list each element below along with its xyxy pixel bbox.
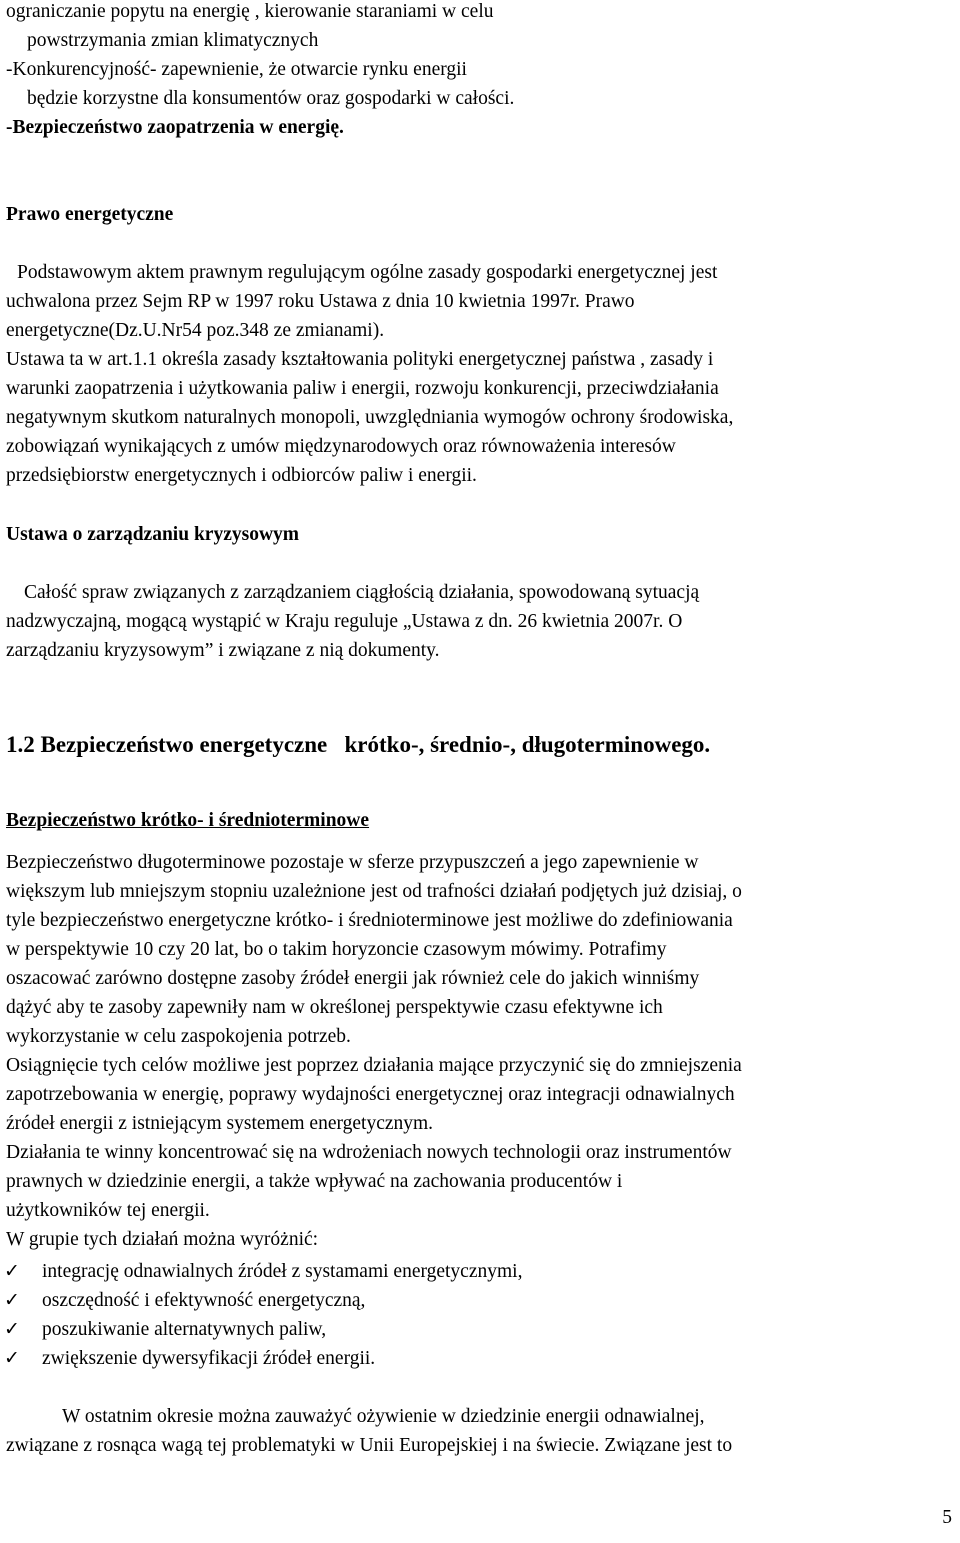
prawo-line: negatywnym skutkom naturalnych monopoli, uwzględniania wymogów ochrony środowiska, (6, 407, 734, 428)
prawo-line: warunki zaopatrzenia i użytkowania paliw i energii, rozwoju konkurencji, przeciwdziałania (6, 378, 719, 399)
krotko-line: użytkowników tej energii. (6, 1200, 210, 1221)
section-title-a: Bezpieczeństwo energetyczne (40, 732, 328, 757)
intro-line: -Bezpieczeństwo zaopatrzenia w energię. (6, 117, 344, 138)
krotko-line: W grupie tych działań można wyróżnić: (6, 1229, 319, 1250)
kryzys-line: nadzwyczajną, mogącą wystąpić w Kraju reguluje „Ustawa z dn. 26 kwietnia 2007r. O (6, 611, 683, 632)
kryzys-heading: Ustawa o zarządzaniu kryzysowym (6, 524, 300, 545)
bullet-item: integrację odnawialnych źródeł z systamami energetycznymi, (42, 1261, 523, 1282)
closing-line: związane z rosnąca wagą tej problematyki w Unii Europejskiej i na świecie. Związane jest to (6, 1435, 733, 1456)
krotko-line: źródeł energii z istniejącym systemem energetycznym. (6, 1113, 434, 1134)
closing-line: W ostatnim okresie można zauważyć ożywienie w dziedzinie energii odnawialnej, (62, 1406, 705, 1427)
prawo-line: energetyczne(Dz.U.Nr54 poz.348 ze zmianami). (6, 320, 385, 341)
section-number: 1.2 (6, 732, 35, 757)
kryzys-line: Całość spraw związanych z zarządzaniem ciągłością działania, spowodowaną sytuacją (24, 582, 700, 603)
krotko-line: prawnych w dziedzinie energii, a także wpływać na zachowania producentów i (6, 1171, 623, 1192)
krotko-line: wykorzystanie w celu zaspokojenia potrzeb. (6, 1026, 351, 1047)
intro-line: powstrzymania zmian klimatycznych (27, 30, 319, 51)
kryzys-line: zarządzaniu kryzysowym” i związane z nią dokumenty. (6, 640, 440, 661)
section-title-b: krótko-, średnio-, długoterminowego. (344, 732, 711, 757)
krotko-line: w perspektywie 10 czy 20 lat, bo o takim horyzoncie czasowym mówimy. Potrafimy (6, 939, 667, 960)
krotko-line: większym lub mniejszym stopniu uzależnione jest od trafności działań podjętych już dzisiaj, o (6, 881, 742, 902)
intro-line: -Konkurencyjność- zapewnienie, że otwarcie rynku energii (6, 59, 467, 80)
checkmark-icon: ✓ (4, 1318, 20, 1340)
krotko-line: Działania te winny koncentrować się na wdrożeniach nowych technologii oraz instrumentów (6, 1142, 732, 1163)
krotko-line: tyle bezpieczeństwo energetyczne krótko- i średnioterminowe jest możliwe do zdefiniowania (6, 910, 733, 931)
krotko-line: oszacować zarówno dostępne zasoby źródeł energii jak również cele do jakich winniśmy (6, 968, 700, 989)
checkmark-icon: ✓ (4, 1260, 20, 1282)
krotko-line: dążyć aby te zasoby zapewniły nam w określonej perspektywie czasu efektywne ich (6, 997, 663, 1018)
checkmark-icon: ✓ (4, 1289, 20, 1311)
krotko-heading: Bezpieczeństwo krótko- i średnioterminowe (6, 810, 370, 831)
krotko-line: Osiągnięcie tych celów możliwe jest poprzez działania mające przyczynić się do zmniejszenia (6, 1055, 742, 1076)
intro-line: będzie korzystne dla konsumentów oraz gospodarki w całości. (27, 88, 515, 109)
prawo-line: zobowiązań wynikających z umów międzynarodowych oraz równoważenia interesów (6, 436, 676, 457)
checkmark-icon: ✓ (4, 1347, 20, 1369)
bullet-item: poszukiwanie alternatywnych paliw, (42, 1319, 327, 1340)
krotko-line: Bezpieczeństwo długoterminowe pozostaje w sferze przypuszczeń a jego zapewnienie w (6, 852, 699, 873)
intro-line: ograniczanie popytu na energię , kierowanie staraniami w celu (6, 1, 494, 22)
page-number: 5 (942, 1507, 952, 1528)
prawo-heading: Prawo energetyczne (6, 204, 174, 225)
prawo-line: uchwalona przez Sejm RP w 1997 roku Ustawa z dnia 10 kwietnia 1997r. Prawo (6, 291, 635, 312)
prawo-line: przedsiębiorstw energetycznych i odbiorców paliw i energii. (6, 465, 477, 486)
section-heading (6, 733, 710, 756)
prawo-line: Podstawowym aktem prawnym regulującym ogólne zasady gospodarki energetycznej jest (17, 262, 718, 283)
bullet-item: oszczędność i efektywność energetyczną, (42, 1290, 366, 1311)
krotko-line: zapotrzebowania w energię, poprawy wydajności energetycznej oraz integracji odnawialnych (6, 1084, 735, 1105)
bullet-item: zwiększenie dywersyfikacji źródeł energii. (42, 1348, 376, 1369)
prawo-line: Ustawa ta w art.1.1 określa zasady kształtowania polityki energetycznej państwa , zasady i (6, 349, 714, 370)
